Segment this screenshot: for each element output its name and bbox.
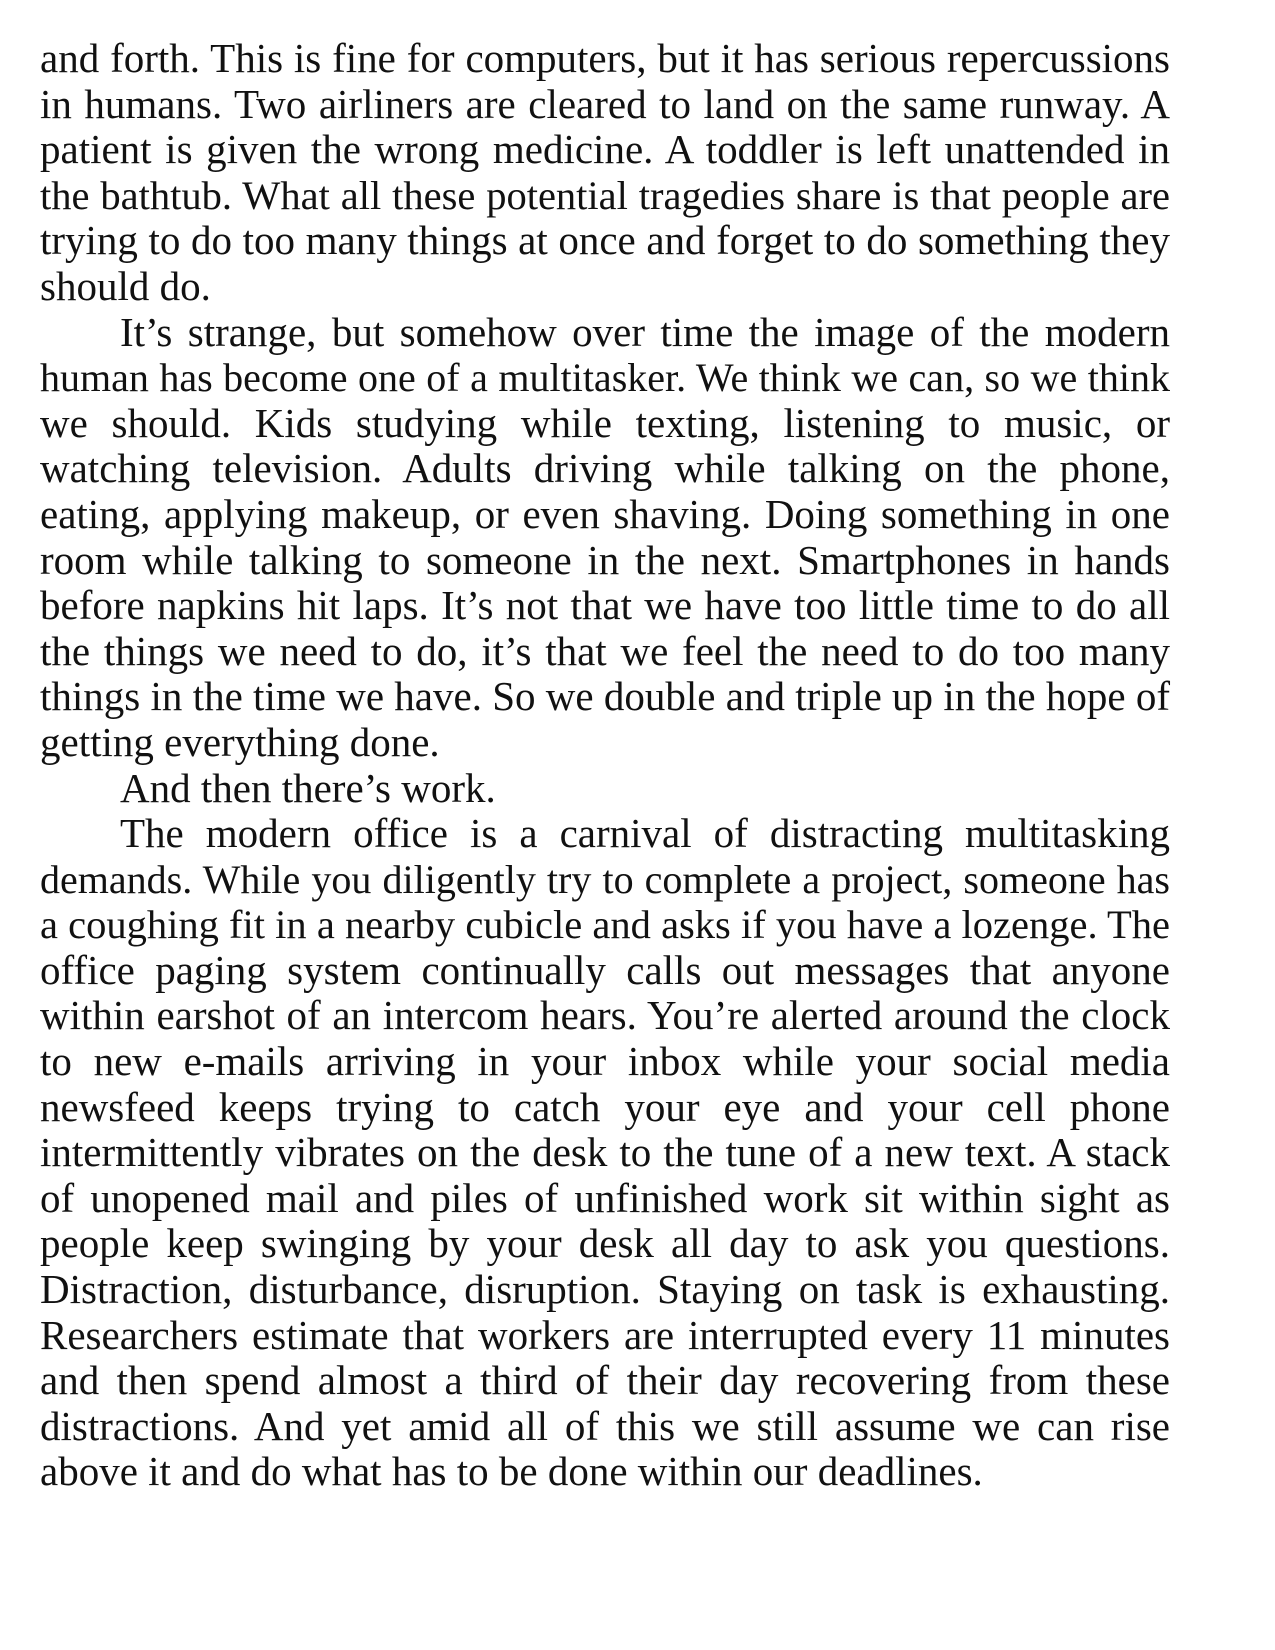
text-line: of unopened mail and piles of unfinished work sit within sight as: [40, 1174, 1170, 1221]
paragraph-2: [40, 310, 1170, 766]
text-line: above it and do what has to be done within our deadlines.: [40, 1448, 983, 1495]
text-line: and then spend almost a third of their day recovering from these: [40, 1357, 1170, 1404]
text-line: human has become one of a multitasker. We think we can, so we think: [40, 355, 1170, 401]
text-line: room while talking to someone in the next. Smartphones in hands: [40, 536, 1170, 583]
text-line: the things we need to do, it’s that we feel the need to do too many: [40, 627, 1170, 674]
text-line: watching television. Adults driving while talking on the phone,: [40, 445, 1170, 492]
text-line: and forth. This is fine for computers, but it has serious repercussions: [40, 35, 1170, 81]
text-line: intermittently vibrates on the desk to the tune of a new text. A stack: [40, 1129, 1170, 1176]
text-line: Researchers estimate that workers are interrupted every 11 minutes: [40, 1311, 1170, 1358]
document-page: [40, 36, 1170, 1495]
text-line: a coughing fit in a nearby cubicle and asks if you have a lozenge. The: [40, 902, 1170, 948]
text-line: Distraction, disturbance, disruption. Staying on task is exhausting.: [40, 1266, 1170, 1313]
text-line: should do.: [40, 262, 211, 309]
text-line: demands. While you diligently try to complete a project, someone has: [40, 856, 1170, 902]
text-line: things in the time we have. So we double and triple up in the hope of: [40, 673, 1170, 720]
text-line: the bathtub. What all these potential tragedies share is that people are: [40, 172, 1170, 218]
text-line: to new e-mails arriving in your inbox while your social media: [40, 1038, 1170, 1085]
text-line: The modern office is a carnival of distracting multitasking: [120, 810, 1170, 857]
paragraph-3: [40, 766, 1170, 812]
text-line: office paging system continually calls out messages that anyone: [40, 946, 1170, 993]
text-line: patient is given the wrong medicine. A toddler is left unattended in: [40, 126, 1170, 173]
text-line: It’s strange, but somehow over time the image of the modern: [120, 308, 1170, 355]
text-line: eating, applying makeup, or even shaving. Doing something in one: [40, 490, 1170, 537]
paragraph-1: [40, 36, 1170, 310]
text-line: And then there’s work.: [120, 764, 496, 811]
text-line: before napkins hit laps. It’s not that we have too little time to do all: [40, 582, 1170, 629]
text-line: people keep swinging by your desk all day to ask you questions.: [40, 1220, 1170, 1267]
text-line: getting everything done.: [40, 718, 440, 765]
text-line: within earshot of an intercom hears. You’re alerted around the clock: [40, 992, 1170, 1039]
text-line: distractions. And yet amid all of this we still assume we can rise: [40, 1402, 1170, 1449]
text-line: newsfeed keeps trying to catch your eye and your cell phone: [40, 1083, 1170, 1130]
text-line: we should. Kids studying while texting, listening to music, or: [40, 399, 1170, 446]
text-line: trying to do too many things at once and forget to do something they: [40, 217, 1170, 264]
paragraph-4: [40, 811, 1170, 1495]
text-line: in humans. Two airliners are cleared to land on the same runway. A: [40, 80, 1170, 127]
